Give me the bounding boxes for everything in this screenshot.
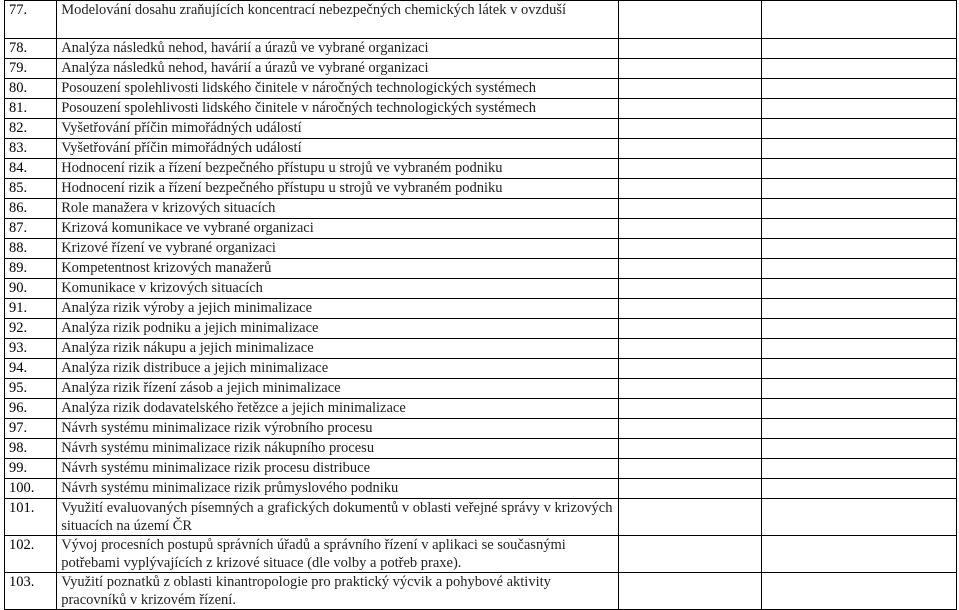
topics-table xyxy=(4,0,957,610)
empty-cell xyxy=(762,299,957,319)
table-row xyxy=(5,259,957,279)
topic-title: Využití evaluovaných písemných a grafických dokumentů v oblasti veřejné správy v krizových situacích na území ČR xyxy=(57,499,619,536)
empty-cell xyxy=(619,39,762,59)
empty-cell xyxy=(762,499,957,536)
empty-cell xyxy=(619,459,762,479)
topic-title: Analýza rizik podniku a jejich minimalizace xyxy=(57,319,619,339)
empty-cell xyxy=(762,536,957,573)
topic-title: Vývoj procesních postupů správních úřadů a správního řízení v aplikaci se současnými potřebami vyplývajících z krizové situace (dle volby a potřeb praxe). xyxy=(57,536,619,573)
empty-cell xyxy=(619,439,762,459)
empty-cell xyxy=(619,359,762,379)
row-number: 93. xyxy=(5,339,57,359)
empty-cell xyxy=(619,139,762,159)
topic-title: Hodnocení rizik a řízení bezpečného přístupu u strojů ve vybraném podniku xyxy=(57,179,619,199)
empty-cell xyxy=(619,179,762,199)
table-row xyxy=(5,219,957,239)
topic-title: Hodnocení rizik a řízení bezpečného přístupu u strojů ve vybraném podniku xyxy=(57,159,619,179)
table-row xyxy=(5,39,957,59)
row-number: 94. xyxy=(5,359,57,379)
table-row xyxy=(5,239,957,259)
row-number: 80. xyxy=(5,79,57,99)
empty-cell xyxy=(619,79,762,99)
empty-cell xyxy=(762,419,957,439)
empty-cell xyxy=(762,319,957,339)
topic-title: Posouzení spolehlivosti lidského činitele v náročných technologických systémech xyxy=(57,99,619,119)
topic-title: Návrh systému minimalizace rizik průmyslového podniku xyxy=(57,479,619,499)
topic-title: Využití poznatků z oblasti kinantropologie pro praktický výcvik a pohybové aktivity pracovníků v krizovém řízení. xyxy=(57,573,619,610)
row-number: 91. xyxy=(5,299,57,319)
empty-cell xyxy=(762,59,957,79)
empty-cell xyxy=(619,319,762,339)
empty-cell xyxy=(619,536,762,573)
row-number: 98. xyxy=(5,439,57,459)
row-number: 90. xyxy=(5,279,57,299)
empty-cell xyxy=(619,279,762,299)
empty-cell xyxy=(619,499,762,536)
topics-table-body xyxy=(5,1,957,610)
row-number: 102. xyxy=(5,536,57,573)
table-row xyxy=(5,319,957,339)
empty-cell xyxy=(619,1,762,39)
row-number: 87. xyxy=(5,219,57,239)
empty-cell xyxy=(619,259,762,279)
table-row xyxy=(5,536,957,573)
table-row xyxy=(5,139,957,159)
row-number: 96. xyxy=(5,399,57,419)
topic-title: Komunikace v krizových situacích xyxy=(57,279,619,299)
empty-cell xyxy=(619,339,762,359)
topic-title: Vyšetřování příčin mimořádných událostí xyxy=(57,139,619,159)
empty-cell xyxy=(619,479,762,499)
empty-cell xyxy=(762,439,957,459)
row-number: 100. xyxy=(5,479,57,499)
row-number: 89. xyxy=(5,259,57,279)
table-row xyxy=(5,299,957,319)
topic-title: Vyšetřování příčin mimořádných událostí xyxy=(57,119,619,139)
table-row xyxy=(5,79,957,99)
empty-cell xyxy=(762,479,957,499)
topic-title: Analýza rizik dodavatelského řetězce a jejich minimalizace xyxy=(57,399,619,419)
row-number: 79. xyxy=(5,59,57,79)
empty-cell xyxy=(762,339,957,359)
empty-cell xyxy=(619,379,762,399)
row-number: 95. xyxy=(5,379,57,399)
topic-title: Krizové řízení ve vybrané organizaci xyxy=(57,239,619,259)
table-row xyxy=(5,59,957,79)
topic-title: Analýza následků nehod, havárií a úrazů ve vybrané organizaci xyxy=(57,59,619,79)
topic-title: Kompetentnost krizových manažerů xyxy=(57,259,619,279)
row-number: 86. xyxy=(5,199,57,219)
topic-title: Krizová komunikace ve vybrané organizaci xyxy=(57,219,619,239)
empty-cell xyxy=(762,359,957,379)
empty-cell xyxy=(762,199,957,219)
empty-cell xyxy=(619,239,762,259)
table-row xyxy=(5,159,957,179)
row-number: 92. xyxy=(5,319,57,339)
topic-title: Návrh systému minimalizace rizik výrobního procesu xyxy=(57,419,619,439)
table-row xyxy=(5,399,957,419)
topic-title: Návrh systému minimalizace rizik procesu distribuce xyxy=(57,459,619,479)
table-row xyxy=(5,479,957,499)
table-row xyxy=(5,359,957,379)
row-number: 103. xyxy=(5,573,57,610)
empty-cell xyxy=(762,573,957,610)
row-number: 81. xyxy=(5,99,57,119)
empty-cell xyxy=(762,139,957,159)
empty-cell xyxy=(762,399,957,419)
empty-cell xyxy=(762,259,957,279)
table-row xyxy=(5,459,957,479)
row-number: 101. xyxy=(5,499,57,536)
table-row xyxy=(5,119,957,139)
table-row xyxy=(5,379,957,399)
row-number: 83. xyxy=(5,139,57,159)
topic-title: Modelování dosahu zraňujících koncentrací nebezpečných chemických látek v ovzduší xyxy=(57,1,619,39)
row-number: 78. xyxy=(5,39,57,59)
empty-cell xyxy=(762,99,957,119)
empty-cell xyxy=(619,573,762,610)
topic-title: Analýza rizik nákupu a jejich minimalizace xyxy=(57,339,619,359)
row-number: 88. xyxy=(5,239,57,259)
row-number: 77. xyxy=(5,1,57,39)
row-number: 97. xyxy=(5,419,57,439)
empty-cell xyxy=(762,1,957,39)
table-row xyxy=(5,573,957,610)
empty-cell xyxy=(619,399,762,419)
topic-title: Analýza rizik distribuce a jejich minimalizace xyxy=(57,359,619,379)
topic-title: Analýza následků nehod, havárií a úrazů ve vybrané organizaci xyxy=(57,39,619,59)
empty-cell xyxy=(619,299,762,319)
topic-title: Analýza rizik výroby a jejich minimalizace xyxy=(57,299,619,319)
empty-cell xyxy=(619,119,762,139)
table-row xyxy=(5,179,957,199)
table-row xyxy=(5,419,957,439)
row-number: 99. xyxy=(5,459,57,479)
empty-cell xyxy=(619,99,762,119)
topic-title: Posouzení spolehlivosti lidského činitele v náročných technologických systémech xyxy=(57,79,619,99)
table-row xyxy=(5,339,957,359)
empty-cell xyxy=(762,159,957,179)
topic-title: Analýza rizik řízení zásob a jejich minimalizace xyxy=(57,379,619,399)
table-row xyxy=(5,99,957,119)
row-number: 84. xyxy=(5,159,57,179)
topic-title: Role manažera v krizových situacích xyxy=(57,199,619,219)
empty-cell xyxy=(762,119,957,139)
empty-cell xyxy=(762,179,957,199)
row-number: 85. xyxy=(5,179,57,199)
topic-title: Návrh systému minimalizace rizik nákupního procesu xyxy=(57,439,619,459)
table-row xyxy=(5,439,957,459)
empty-cell xyxy=(619,59,762,79)
empty-cell xyxy=(619,419,762,439)
empty-cell xyxy=(762,39,957,59)
empty-cell xyxy=(762,239,957,259)
table-row xyxy=(5,199,957,219)
empty-cell xyxy=(762,279,957,299)
table-row xyxy=(5,279,957,299)
empty-cell xyxy=(619,199,762,219)
empty-cell xyxy=(619,159,762,179)
empty-cell xyxy=(762,79,957,99)
row-number: 82. xyxy=(5,119,57,139)
empty-cell xyxy=(619,219,762,239)
table-row xyxy=(5,1,957,39)
empty-cell xyxy=(762,459,957,479)
table-row xyxy=(5,499,957,536)
empty-cell xyxy=(762,219,957,239)
empty-cell xyxy=(762,379,957,399)
